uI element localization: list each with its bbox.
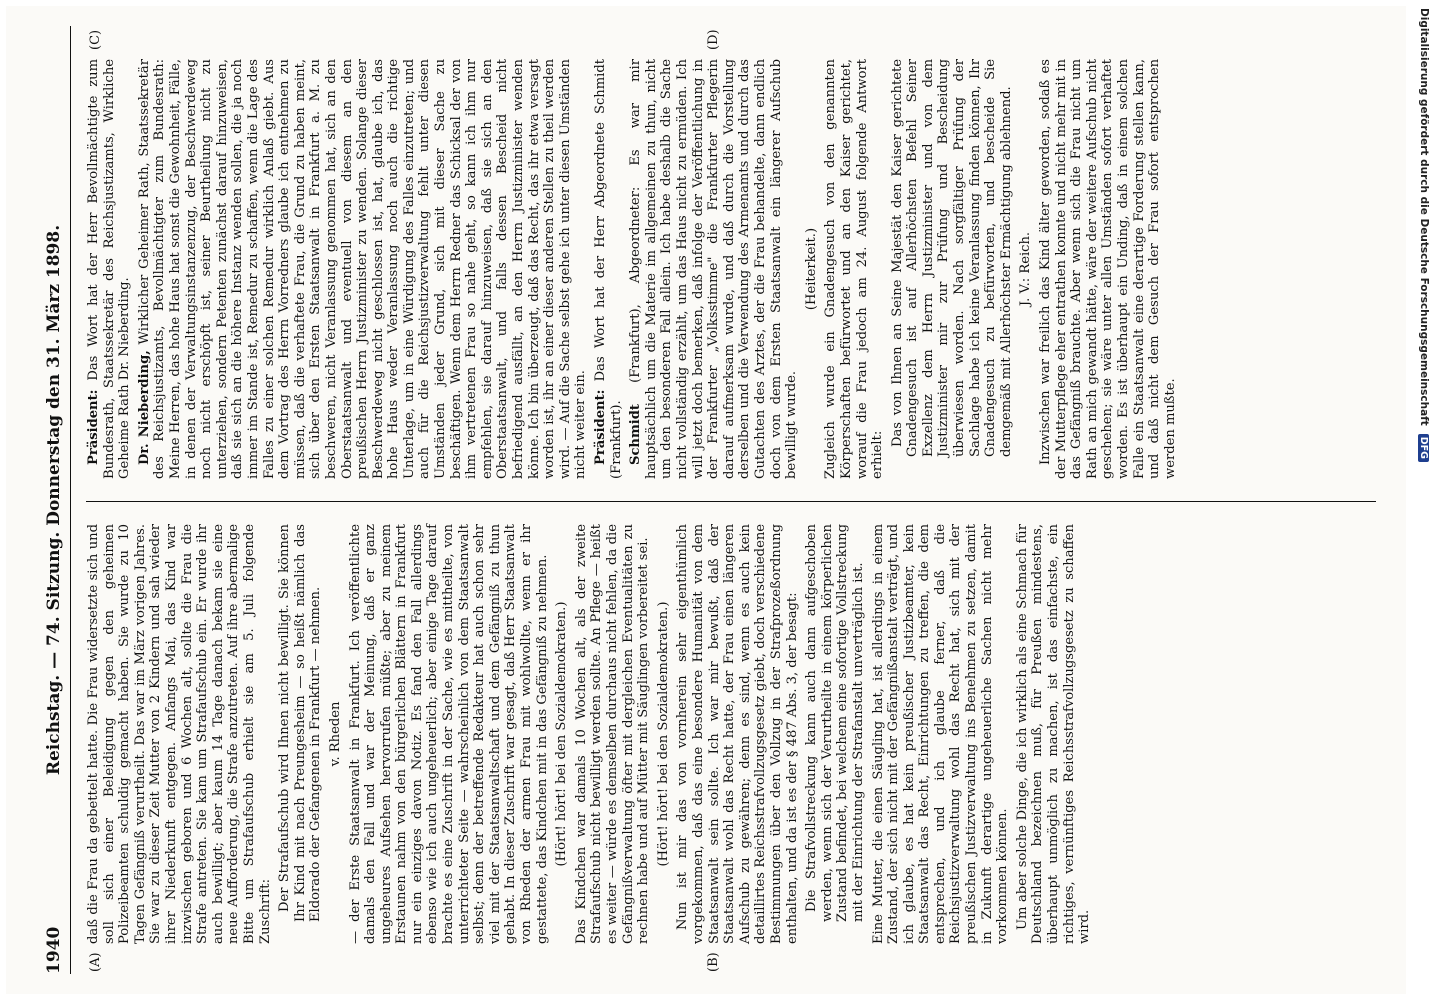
paragraph: Inzwischen war freilich das Kind älter geworden, sodaß es der Mutterpflege eher entrathen konnte und nicht mehr mit in das Gefängniß brauchte. Aber wenn sich die Frau nicht um Rath an mich gewandt hätte, wäre der weitere Aufschub nicht geschehen; sie wäre unter allen Umständen sofort verhaftet worden. Es ist überhaupt ein Unding, daß in einem solchen Falle ein Staatsanwalt eine derartige Forderung stellen kann, und daß nicht dem Gesuch der Frau sofort entsprochen werden mußte. — [1038, 59, 1178, 479]
quote: Die Strafvollstreckung kann auch dann aufgeschoben werden, wenn sich der Verurtheilte in einem körperlichen Zustand befindet, bei welchem eine sofortige Vollstreckung mit der Einrichtung der Strafanstalt unverträglich ist. — [804, 524, 866, 922]
margin-mark-c: (C) — [88, 29, 103, 50]
quote: Das von Ihnen an Seine Majestät den Kaiser gerichtete Gnadengesuch ist auf Allerhöchsten Befehl Seiner Exzellenz dem Herrn Justizminister und von dem Justizminister mir zur Prüfung und Bescheidung überwiesen worden. Nach sorgfältiger Prüfung der Sachlage habe ich keine Veranlassung finden können, Ihr Gnadengesuch zu befürworten, und bescheide Sie demgemäß mit Allerhöchster Ermächtigung ablehnend. — [889, 59, 1014, 457]
signature: v. Rheden — [327, 701, 343, 767]
paragraph: daß die Frau da gebettelt hatte. Die Frau widersetzte sich und soll sich einer Beleidigung gegen den geheimen Polizeibeamten schuldig gemacht haben. Sie wurde zu 10 Tagen Gefängniß verurtheilt. Das war im März vorigen Jahres. Sie war zu dieser Zeit Mutter von 2 Kindern und sah wieder ihrer Niederkunft entgegen. Anfangs Mai, das Kind war inzwischen geboren und 6 Wochen alt, sollte die Frau die Strafe antreten. Sie kam um Strafaufschub ein. Er wurde ihr auch bewilligt; aber kaum 14 Tage danach bekam sie eine neue Aufforderung, die Strafe anzutreten. Auf ihre abermalige Bitte um Strafaufschub erhielt sie am 5. Juli folgende Zuschrift: — [86, 524, 273, 944]
paragraph: — der Erste Staatsanwalt in Frankfurt. Ich veröffentlichte damals den Fall und war der Meinung, daß er ganz ungeheures Aufsehen hervorrufen müßte; aber zu meinem Erstaunen nahm von den bürgerlichen Blättern in Frankfurt nur ein einziges davon Notiz. Es fand den Fall allerdings ebenso wie ich auch ungeheuerlich; aber einige Tage darauf brachte es eine Zuschrift in der Sache, wie es mittheilte, von unterrichteter Seite — wahrscheinlich von dem Staatsanwalt selbst; denn der betreffende Redakteur hat auch schon sehr viel mit der Staatsanwaltschaft und dem Gefängniß zu thun gehabt. In dieser Zuschrift war gesagt, daß Herr Staatsanwalt von Rheden der armen Frau mit wohlwollte, wenn er ihr gestattete, das Kindchen mit in das Gefängniß zu nehmen. — [347, 524, 550, 944]
paragraph — [593, 59, 624, 479]
digitization-credit — [1408, 8, 1432, 988]
speaker-name: Präsident: — [593, 389, 608, 465]
interjection: (Hört! hört! bei den Sozialdemokraten.) — [554, 601, 570, 867]
credit-text-wrapper — [1418, 8, 1430, 988]
paragraph: Eine Mutter, die einen Säugling hat, ist allerdings in einem Zustand, der sich nicht mit der Gefängnißanstalt verträgt, und ich glaube, es hat kein preußischer Justizbeamter, kein Staatsanwalt das Recht, Einrichtungen zu treffen, die dem entsprechen, und ich glaube ferner, daß die Reichsjustizverwaltung wohl das Recht hat, sich mit der preußischen Justizverwaltung ins Benehmen zu setzen, damit in Zukunft derartige ungeheuerliche Sachen nicht mehr vorkommen können. — [870, 524, 1011, 944]
right-column — [86, 59, 1376, 479]
margin-mark-b: (B) — [706, 952, 721, 972]
speech-text: Das Wort hat der Herr Bevollmächtigte zum Bundesrath, Staatssekretär des Reichsjustizamts, Wirkliche Geheime Rath Dr. Nieberding. — [86, 59, 133, 479]
margin-mark-a: (A) — [88, 952, 103, 972]
interjection: (Hört! hört! bei den Sozialdemokraten.) — [655, 601, 671, 867]
paragraph — [628, 59, 800, 479]
speech-text: Das Wort hat der Herr Abgeordnete Schmidt (Frankfurt). — [593, 59, 624, 479]
margin-mark-d: (D) — [706, 29, 721, 50]
speaker-name: Präsident: — [86, 389, 101, 465]
credit-text: Digitalisierung gefördert durch die Deutsche Forschungsgemeinschaft — [1418, 8, 1430, 426]
paragraph: Das Kindchen war damals 10 Wochen alt, als der zweite Strafaufschub nicht bewilligt werden sollte. An Pflege — heißt es weiter — würde es demselben durchaus nicht fehlen, da die Gefängnißverwaltung öfter mit dergleichen Eventualitäten zu rechnen habe und auf Mütter mit Säuglingen vorbereitet sei. — [573, 524, 652, 944]
page-title: Reichstag. — 74. Sitzung. Donnerstag den 31. März 1898. — [44, 224, 64, 776]
speech-text: Wirklicher Geheimer Rath, Staatssekretär des Reichsjustizamts, Bevollmächtigter zum Bundesrath: Meine Herren, das hohe Haus hat sonst die Gewohnheit, Fälle, in denen der Verwaltungsinstanzenzug, der Beschwerdeweg noch nicht erschöpft ist, seiner Beurtheilung nicht zu unterziehen, sondern Petenten zunächst darauf hinzuweisen, daß sie sich an die höhere Instanz wenden sollen, die ja noch immer im Stande ist, Remedur zu schaffen, wenn die Lage des Falles zu einer solchen Remedur wirklich Anlaß giebt. Aus dem Vortrag des Herrn Vorredners glaube ich entnehmen zu müssen, daß die verhaftete Frau, die Grund zu haben meint, sich über den Ersten Staatsanwalt in Frankfurt a. M. zu beschweren, nicht Veranlassung genommen hat, sich an den Oberstaatsanwalt und eventuell von diesem an den preußischen Herrn Justizminister zu wenden. Solange dieser Beschwerdeweg nicht geschlossen ist, hat, glaube ich, das hohe Haus weder Veranlassung noch auch die richtige Unterlage, um in eine Würdigung des Falles einzutreten; und auch für die Reichsjustizverwaltung fehlt unter diesen Umständen jeder Grund, sich mit dieser Sache zu beschäftigen. Wenn dem Herrn Redner das Schicksal der von ihm vertretenen Frau so nahe geht, so kann ich ihm nur empfehlen, sie darauf hinzuweisen, daß sie sich an den Oberstaatsanwalt, und falls dessen Bescheid nicht befriedigend ausfällt, an den Herrn Justizminister wenden könne. Ich bin überzeugt, daß das Recht, das ihr etwa versagt worden ist, ihr an einer dieser anderen Stellen zu theil werden wird. — Auf die Sache selbst gehe ich unter diesen Umständen nicht weiter ein. — [136, 59, 589, 479]
speaker-name: Dr. Nieberding, — [136, 350, 152, 465]
signature: J. V.: Reich. — [1018, 231, 1034, 307]
interjection: (Heiterkeit.) — [803, 227, 819, 311]
page-number: 1940 — [44, 926, 64, 974]
paragraph: Zugleich wurde ein Gnadengesuch von den genannten Körperschaften befürwortet und an den Kaiser gerichtet, worauf die Frau jedoch am 24. August folgende Antwort erhielt: — [823, 59, 886, 479]
paragraph — [86, 59, 133, 479]
page-rotation-frame — [6, 6, 1406, 994]
paragraph: Nun ist mir das von vornherein sehr eigenthümlich vorgekommen, daß das eine besondere Humanität von dem Staatsanwalt sein sollte. Ich war mir bewußt, daß der Staatsanwalt wohl das Recht hatte, der Frau einen längeren Aufschub zu gewähren; denn es sind, wenn es auch kein detaillirtes Reichsstrafvollzugsgesetz giebt, doch verschiedene Bestimmungen über den Vollzug in der Strafprozeßordnung enthalten, und da ist es der § 487 Abs. 3, der besagt: — [675, 524, 800, 944]
left-column — [86, 524, 1376, 944]
speech-text: (Frankfurt), Abgeordneter: Es war mir hauptsächlich um die Materie im allgemeinen zu thun, nicht um den besonderen Fall allein. Ich habe deshalb die Sache nicht vollständig erzählt, um das Haus nicht zu ermüden. Ich will jetzt doch bemerken, daß infolge der Veröffentlichung in der Frankfurter „Volksstimme" die Frankfurter Pflegerin darauf aufmerksam wurde, und daß durch die Vorstellung derselben und die Verwendung des Armenamts und durch das Gutachten des Arztes, der die Frau behandelte, dann endlich doch von dem Ersten Staatsanwalt ein längerer Aufschub bewilligt wurde. — [628, 59, 800, 479]
paragraph: Um aber solche Dinge, die ich wirklich als eine Schmach für Deutschland bezeichnen muß, für Preußen mindestens, überhaupt unmöglich zu machen, ist das einfachste, ein richtiges, vernünftiges Reichsstrafvollzugsgesetz zu schaffen wird. — [1014, 524, 1093, 944]
speaker-name: Schmidt — [628, 404, 644, 465]
dfg-logo: DFG — [1418, 434, 1429, 462]
paragraph — [137, 59, 589, 479]
scanned-page — [6, 6, 1406, 994]
column-divider — [86, 501, 1376, 502]
page-header — [44, 26, 71, 974]
page-content — [6, 6, 1406, 994]
quote: Der Strafaufschub wird Ihnen nicht bewilligt. Sie können Ihr Kind mit nach Preungesheim — so heißt nämlich das Eldorado der Gefangenen in Frankfurt — nehmen. — [277, 524, 324, 922]
